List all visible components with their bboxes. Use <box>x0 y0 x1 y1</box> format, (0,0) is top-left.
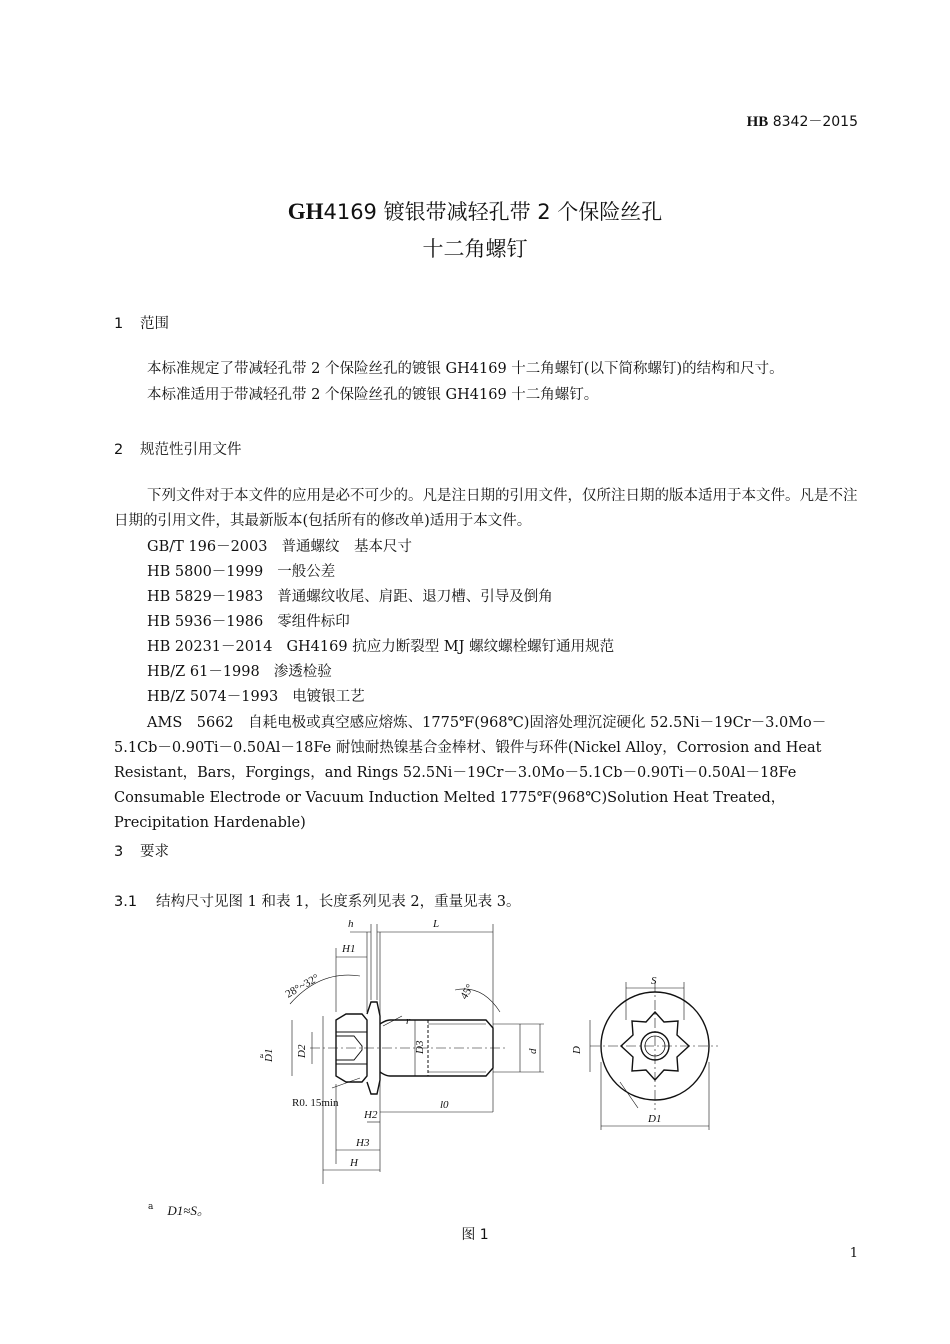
ref-item: HB/Z 61－1998 渗透检验 <box>147 664 332 680</box>
dim-angle-2: 45° <box>458 982 477 1002</box>
dim-D1-end: D1 <box>648 1113 662 1125</box>
dim-D1: D1 <box>263 1048 275 1062</box>
dim-S: S <box>651 975 657 987</box>
figure-note: $^a$ D1≈S。 <box>148 1202 210 1218</box>
requirement-3-1: 3.1 结构尺寸见图 1 和表 1，长度系列见表 2，重量见表 3。 <box>114 894 521 910</box>
doc-title-line2: 十二角螺钉 <box>422 237 528 261</box>
ref-item: GB/T 196－2003 普通螺纹 基本尺寸 <box>147 539 412 555</box>
dim-D2: D2 <box>296 1044 308 1058</box>
scope-paragraph-2: 本标准适用于带减轻孔带 2 个保险丝孔的镀银 GH4169 十二角螺钉。 <box>147 387 599 403</box>
dim-H3: H3 <box>356 1137 370 1149</box>
dim-l0: l0 <box>440 1099 449 1111</box>
dim-H1: H1 <box>342 943 356 955</box>
page-number: 1 <box>849 1246 858 1261</box>
ams-reference: AMS 5662 自耗电极或真空感应熔炼、1775℉(968℃)固溶处理沉淀硬化 52.5Ni－19Cr－3.0Mo－5.1Cb－0.90Ti－0.50Al－18Fe 耐蚀耐热镍基合金棒材、锻件与环件(Nickel Alloy，Corrosion and Heat Resistant，Bars，Forgings，and Rings 52.5Ni－19Cr－3.0Mo－5.1Cb－0.90Ti－0.50Al－18Fe Consumable Electrode or Vacuum Induction Melted 1775℉(968℃)Solution Heat Treated，Precipitation Hardenable) <box>114 715 827 831</box>
dim-radius: R0. 15min <box>292 1097 339 1109</box>
dim-d: d <box>527 1048 539 1054</box>
doc-title-line1: GH4169 镀银带减轻孔带 2 个保险丝孔 <box>287 199 663 224</box>
ref-item: HB/Z 5074－1993 电镀银工艺 <box>147 689 365 705</box>
section-3-heading: 3 要求 <box>114 844 169 860</box>
note-mark-on-figure: a <box>260 1051 264 1060</box>
dim-H: H <box>350 1157 358 1169</box>
dim-r: r <box>406 1015 411 1027</box>
ref-item: HB 5800－1999 一般公差 <box>147 564 336 580</box>
ref-item: HB 5829－1983 普通螺纹收尾、肩距、退刀槽、引导及倒角 <box>147 589 553 605</box>
section-2-heading: 2 规范性引用文件 <box>114 442 242 458</box>
dim-H2: H2 <box>364 1109 378 1121</box>
scope-paragraph-1: 本标准规定了带减轻孔带 2 个保险丝孔的镀银 GH4169 十二角螺钉(以下简称螺钉)的结构和尺寸。 <box>147 361 784 377</box>
ref-item: HB 5936－1986 零组件标印 <box>147 614 350 630</box>
dim-h: h <box>348 918 354 930</box>
dim-D: D <box>571 1046 583 1054</box>
dim-angle-1: 28°~32° <box>283 971 322 1001</box>
figure-caption: 图 1 <box>461 1227 489 1243</box>
ref-item: HB 20231－2014 GH4169 抗应力断裂型 MJ 螺纹螺栓螺钉通用规范 <box>147 639 615 655</box>
refs-intro: 下列文件对于本文件的应用是必不可少的。凡是注日期的引用文件，仅所注日期的版本适用于本文件。凡是不注日期的引用文件，其最新版本(包括所有的修改单)适用于本文件。 <box>114 488 858 529</box>
screw-drawing <box>250 912 720 1192</box>
dim-L: L <box>433 918 440 930</box>
end-view <box>590 982 718 1130</box>
standard-number: HB 8342－2015 <box>746 114 858 130</box>
dim-D3: D3 <box>414 1040 426 1054</box>
section-1-heading: 1 范围 <box>114 316 169 332</box>
